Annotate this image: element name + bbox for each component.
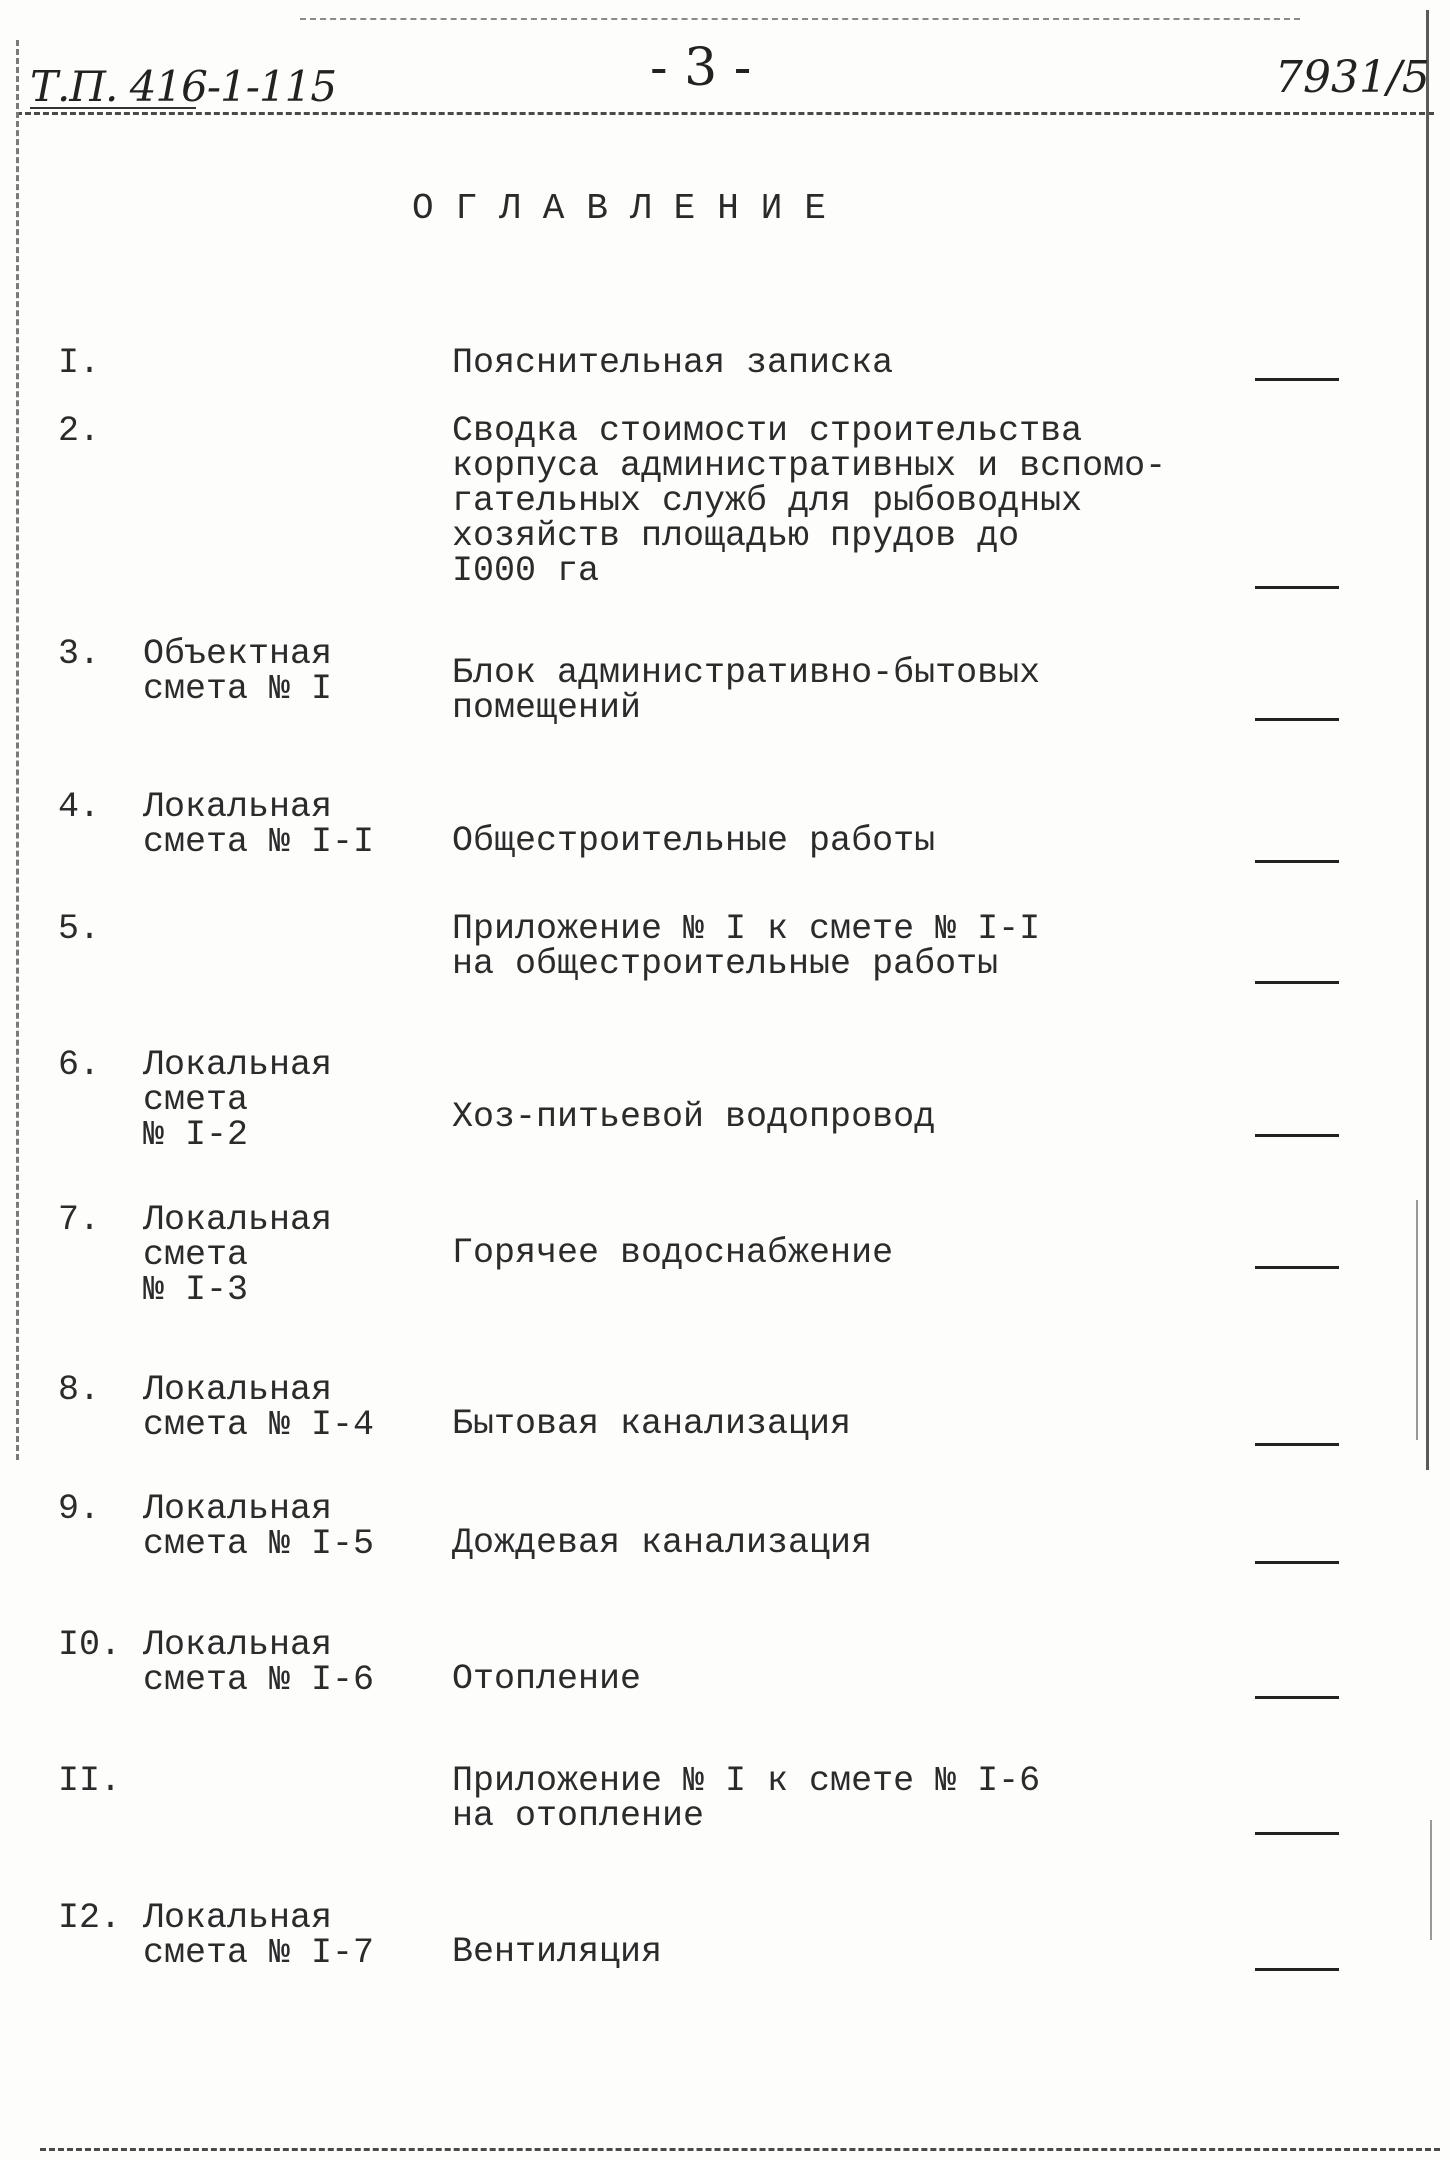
entry-document: Локальная смета № I-6 <box>143 1625 375 1700</box>
frame-left-line <box>16 40 19 1460</box>
entry-document: Локальная смета № I-5 <box>143 1489 375 1564</box>
entry-document: Локальная смета № I-4 <box>143 1370 375 1445</box>
frame-bottom-line <box>40 2148 1440 2151</box>
entry-description: Сводка стоимости строительства корпуса административных и вспомо- гательных служб для рыбоводных хозяйств площадью прудов до I000 га <box>452 411 1167 591</box>
entry-description: Бытовая канализация <box>452 1404 852 1444</box>
entry-number: 2. <box>58 411 101 451</box>
entry-page-dash <box>1255 981 1339 984</box>
entry-page-dash <box>1255 718 1339 721</box>
page-title: ОГЛАВЛЕНИЕ <box>411 188 849 229</box>
entry-number: 6. <box>58 1045 101 1085</box>
scan-margin-mark <box>1430 1820 1432 1940</box>
entry-description: Пояснительная записка <box>452 343 894 383</box>
entry-page-dash <box>1255 1968 1339 1971</box>
entry-document: Локальная смета № I-7 <box>143 1898 375 1973</box>
entry-page-dash <box>1255 1266 1339 1269</box>
entry-page-dash <box>1255 378 1339 381</box>
entry-description: Приложение № I к смете № I-6 на отопление <box>452 1761 1041 1836</box>
scan-top-dashed-line <box>300 18 1300 20</box>
entry-description: Вентиляция <box>452 1932 663 1972</box>
entry-number: 9. <box>58 1489 101 1529</box>
entry-page-dash <box>1255 860 1339 863</box>
entry-number: 8. <box>58 1370 101 1410</box>
project-code: Т.П. 416-1-115 <box>30 62 337 111</box>
entry-number: 4. <box>58 787 101 827</box>
entry-number: 5. <box>58 909 101 949</box>
entry-page-dash <box>1255 586 1339 589</box>
frame-top-line <box>16 112 1434 115</box>
scan-margin-mark <box>1416 1200 1418 1440</box>
entry-document: Объектная смета № I <box>143 634 333 709</box>
entry-page-dash <box>1255 1561 1339 1564</box>
entry-number: II. <box>58 1761 122 1801</box>
entry-document: Локальная смета № I-I <box>143 787 375 862</box>
entry-number: I2. <box>58 1898 122 1938</box>
entry-description: Блок административно-бытовых помещений <box>452 653 1041 728</box>
entry-description: Хоз-питьевой водопровод <box>452 1097 936 1137</box>
entry-number: I. <box>58 343 101 383</box>
entry-document: Локальная смета № I-3 <box>143 1200 333 1310</box>
entry-number: 3. <box>58 634 101 674</box>
entry-description: Дождевая канализация <box>452 1523 873 1563</box>
entry-page-dash <box>1255 1696 1339 1699</box>
frame-right-line <box>1426 10 1429 1470</box>
entry-page-dash <box>1255 1134 1339 1137</box>
entry-description: Отопление <box>452 1659 642 1699</box>
entry-document: Локальная смета № I-2 <box>143 1045 333 1155</box>
entry-description: Приложение № I к смете № I-I на общестроительные работы <box>452 909 1041 984</box>
entry-page-dash <box>1255 1832 1339 1835</box>
entry-description: Горячее водоснабжение <box>452 1233 894 1273</box>
entry-number: I0. <box>58 1625 122 1665</box>
entry-description: Общестроительные работы <box>452 821 936 861</box>
entry-page-dash <box>1255 1443 1339 1446</box>
archive-number: 7931/5 <box>1275 52 1430 103</box>
page-number: - 3 - <box>650 38 752 98</box>
entry-number: 7. <box>58 1200 101 1240</box>
